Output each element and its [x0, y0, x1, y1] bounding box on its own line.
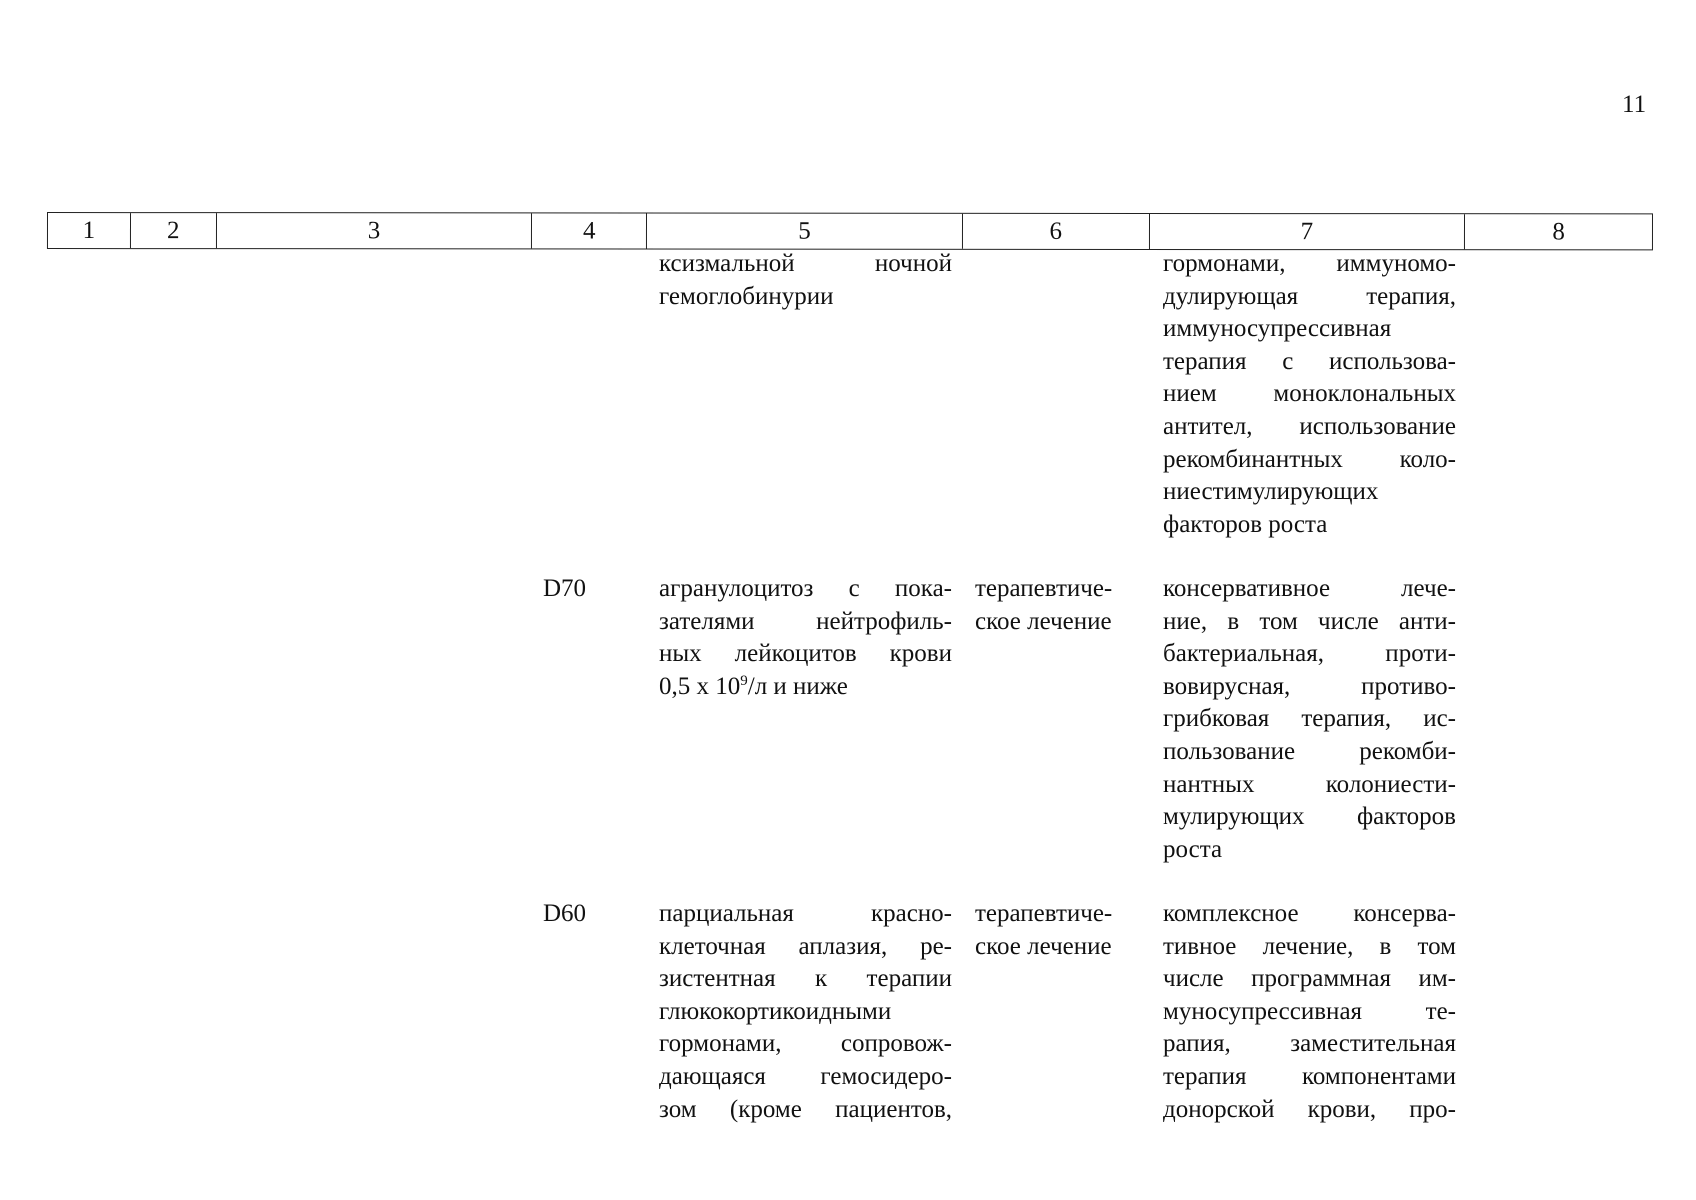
- page-number: 11: [1622, 91, 1647, 118]
- table-row-1-disease-line: ных лейкоцитов крови: [659, 640, 952, 668]
- table-row-1-disease-line: агранулоцитоз с пока-: [659, 575, 952, 602]
- column-header-8: 8: [1552, 217, 1565, 245]
- table-row-2-treatment-type-cell: [975, 898, 1135, 963]
- table-row-1-value-text: 0,5 x 10: [659, 672, 741, 700]
- table-row-2-method-line: числе программная им-: [1163, 965, 1456, 993]
- table-row-0-method-line: антител, использование: [1163, 412, 1456, 440]
- table-row-2-method-line: донорской крови, про-: [1163, 1095, 1456, 1123]
- table-row-2-method-line: комплексное консерва-: [1163, 900, 1456, 927]
- table-row-1-method-line: пользование рекомби-: [1163, 737, 1456, 765]
- table-row-2-method-line: тивное лечение, в том: [1163, 932, 1456, 960]
- table-row-0-disease-cell: [659, 248, 952, 313]
- table-row-1-type-line: ское лечение: [975, 607, 1112, 635]
- table-row-1-method-line: консервативное лече-: [1163, 575, 1456, 602]
- table-row-1-method-line: вовирусная, противо-: [1163, 672, 1456, 700]
- table-row-1-method-line: нантных колониести-: [1163, 770, 1456, 798]
- table-row-1-disease-line-last: [659, 671, 952, 704]
- table-row-2-disease-line: клеточная аплазия, ре-: [659, 932, 952, 960]
- table-row-1-exponent: 9: [740, 672, 748, 689]
- table-row-2-disease-line: парциальная красно-: [659, 900, 952, 927]
- table-row-0-treatment-method-cell: [1163, 248, 1456, 541]
- table-header-row: [47, 212, 1653, 250]
- table-row-1-method-line: грибковая терапия, ис-: [1163, 705, 1456, 733]
- table-row-1-method-line: мулирующих факторов: [1163, 803, 1456, 831]
- table-row-2-disease-cell: [659, 898, 952, 1126]
- table-row-2-disease-line: глюкокортикоидными: [659, 997, 892, 1025]
- table-row-0-method-line: факторов роста: [1163, 510, 1328, 538]
- table-row-2-method-line: терапия компонентами: [1163, 1062, 1456, 1090]
- column-header-3: 3: [217, 213, 533, 248]
- table-row-1-type-line: терапевтиче-: [975, 575, 1113, 602]
- table-row-1-code: D70: [543, 575, 587, 602]
- table-row-2-disease-line: зом (кроме пациентов,: [659, 1095, 952, 1123]
- table-row-2-method-line: муносупрессивная те-: [1163, 997, 1456, 1025]
- column-header-5: 5: [647, 214, 963, 249]
- table-row-0-method-line: нием моноклональных: [1163, 380, 1456, 408]
- table-row-2-type-line: ское лечение: [975, 932, 1112, 960]
- table-row-2-method-line: рапия, заместительная: [1163, 1030, 1456, 1058]
- table-row-1-unit-text: /л и ниже: [747, 672, 848, 700]
- column-header-7: 7: [1150, 214, 1466, 249]
- column-header-4: 4: [532, 213, 647, 248]
- table-row-2-type-line: терапевтиче-: [975, 900, 1113, 927]
- table-row-0-method-line: терапия с использова-: [1163, 347, 1456, 375]
- table-row-1-method-line: бактериальная, проти-: [1163, 640, 1456, 668]
- table-row-2-treatment-method-cell: [1163, 898, 1456, 1126]
- table-row-0-method-line: иммуносупрессивная: [1163, 315, 1392, 343]
- table-row-0-disease-line: ксизмальной ночной: [659, 250, 952, 277]
- table-row-1-method-line: роста: [1163, 835, 1223, 863]
- column-header-2: 2: [131, 213, 217, 248]
- table-row-2-disease-line: дающаяся гемосидеро-: [659, 1062, 952, 1090]
- column-header-1: 1: [48, 213, 131, 248]
- table-row-0-method-line: дулирующая терапия,: [1163, 282, 1456, 310]
- table-row-0-method-line: рекомбинантных коло-: [1163, 445, 1456, 473]
- table-row-2-disease-line: гормонами, сопровож-: [659, 1030, 952, 1058]
- table-row-0-method-line: гормонами, иммуномо-: [1163, 250, 1456, 277]
- table-row-2-code: D60: [543, 900, 587, 927]
- table-row-0-disease-line: гемоглобинурии: [659, 282, 834, 310]
- table-row-1-disease-cell: [659, 573, 952, 703]
- table-row-2-disease-line: зистентная к терапии: [659, 965, 952, 993]
- table-row-1-method-line: ние, в том числе анти-: [1163, 607, 1456, 635]
- table-row-1-disease-line: зателями нейтрофиль-: [659, 607, 952, 635]
- table-row-1-treatment-type-cell: [975, 573, 1135, 638]
- table-row-0-method-line: ниестимулирующих: [1163, 478, 1379, 506]
- table-row-1-treatment-method-cell: [1163, 573, 1456, 866]
- column-header-6: 6: [963, 214, 1150, 249]
